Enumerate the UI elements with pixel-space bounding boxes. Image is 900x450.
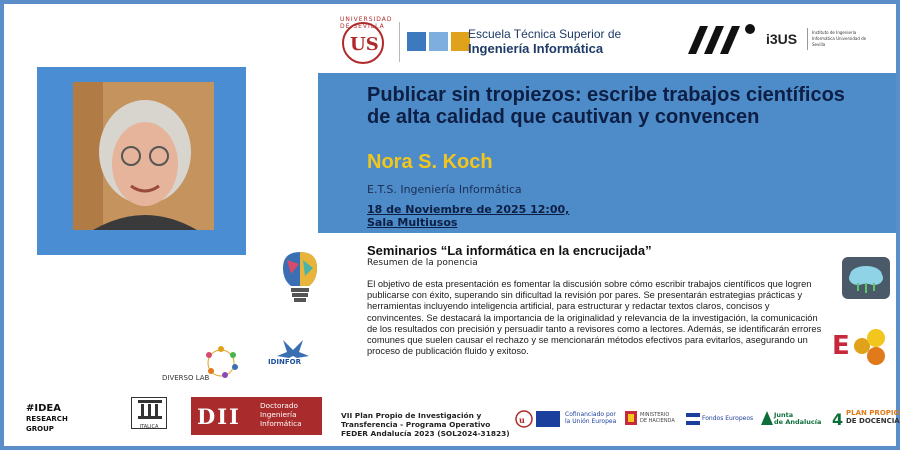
- fondos-flag-icon: [686, 413, 700, 425]
- seminar-series-title: Seminarios “La informática en la encrucijada”: [367, 243, 652, 258]
- diverso-lab-label: DIVERSO LAB: [162, 374, 210, 382]
- date-and-place: 18 de Noviembre de 2025 12:00, Sala Multiusos: [367, 203, 570, 229]
- school-name-line1: Escuela Técnica Superior de: [468, 27, 622, 41]
- eu-flag-icon: [536, 411, 560, 427]
- eu-cofunding: Cofinanciado por la Unión Europea: [565, 411, 617, 425]
- talk-abstract: El objetivo de esta presentación es fomentar la discusión sobre cómo escribir trabajos científicos que logren publicarse con éxito, superando sin dificultad la revisión por pares. Se presentarán estrategias prácticas y herramientas incluyendo inteligencia artificial, para estructurar y redactar textos claros, concisos y convincentes. Se destacará la importancia de la originalidad y relevancia de la investigación, la comunicación de los resultados con precisión y persuadir tanto a revisores como a lectores. Además, se identificarán errores comunes que suelen causar el rechazo y se mencionarán métodos efectivos para evitarlos, asegurando un proceso de publicación fluido y exitoso.: [367, 279, 822, 357]
- university-logo: [336, 16, 394, 66]
- institute-subtitle: Instituto de Ingeniería Informática Universidad de Sevilla: [812, 30, 867, 47]
- i3us-mark-icon: [686, 22, 756, 56]
- svg-text:u: u: [519, 415, 525, 425]
- junta-icon: [760, 410, 774, 426]
- institute-name: i3US: [766, 31, 798, 47]
- svg-text:4: 4: [832, 410, 844, 428]
- logo-divider: [399, 22, 400, 62]
- plan-propio-docencia-label: PLAN PROPIO DE DOCENCIA: [846, 409, 900, 425]
- university-mark: US: [350, 34, 379, 55]
- italica-label: ITALICA: [139, 424, 159, 430]
- brain-bulb-icon: [277, 250, 323, 308]
- spain-crest-icon: [624, 409, 638, 427]
- etsii-squares-icon: [407, 32, 473, 55]
- university-arc-text: UNIVERSIDAD DE SEVILLA: [340, 16, 393, 30]
- speaker-photo: [73, 82, 214, 230]
- dii-letters: DII: [197, 404, 241, 429]
- speaker-name: Nora S. Koch: [367, 151, 493, 173]
- italica-logo: [131, 397, 167, 429]
- school-name-line2: Ingeniería Informática: [468, 41, 604, 56]
- junta-andalucia-label: Junta de Andalucía: [774, 411, 822, 426]
- idea-research-group-logo: #IDEA RESEARCH GROUP: [26, 403, 68, 433]
- plan-propio-icon: [832, 410, 846, 428]
- fondos-europeos-label: Fondos Europeos: [702, 415, 754, 422]
- esb-logo-icon: [832, 324, 896, 366]
- speaker-affiliation: E.T.S. Ingeniería Informática: [367, 183, 522, 196]
- cloud-lab-logo: [842, 257, 890, 299]
- institute-divider: [807, 28, 808, 50]
- funding-plan-text: VII Plan Propio de Investigación y Transferencia - Programa Operativo FEDER Andalucía 2023 (SOL2024-31823): [341, 411, 510, 438]
- university-mini-icon: [515, 410, 533, 428]
- idinfor-icon: [265, 338, 321, 376]
- talk-title: Publicar sin tropiezos: escribe trabajos científicos de alta calidad que cautivan y convencen: [367, 84, 845, 128]
- dii-program-name: Doctorado Ingeniería Informática: [260, 401, 302, 428]
- seminar-subtitle: Resumen de la ponencia: [367, 258, 478, 268]
- ministry-label: MINISTERIO DE HACIENDA: [640, 412, 675, 424]
- idinfor-label: IDINFOR: [268, 358, 302, 366]
- svg-text:E: E: [832, 331, 850, 361]
